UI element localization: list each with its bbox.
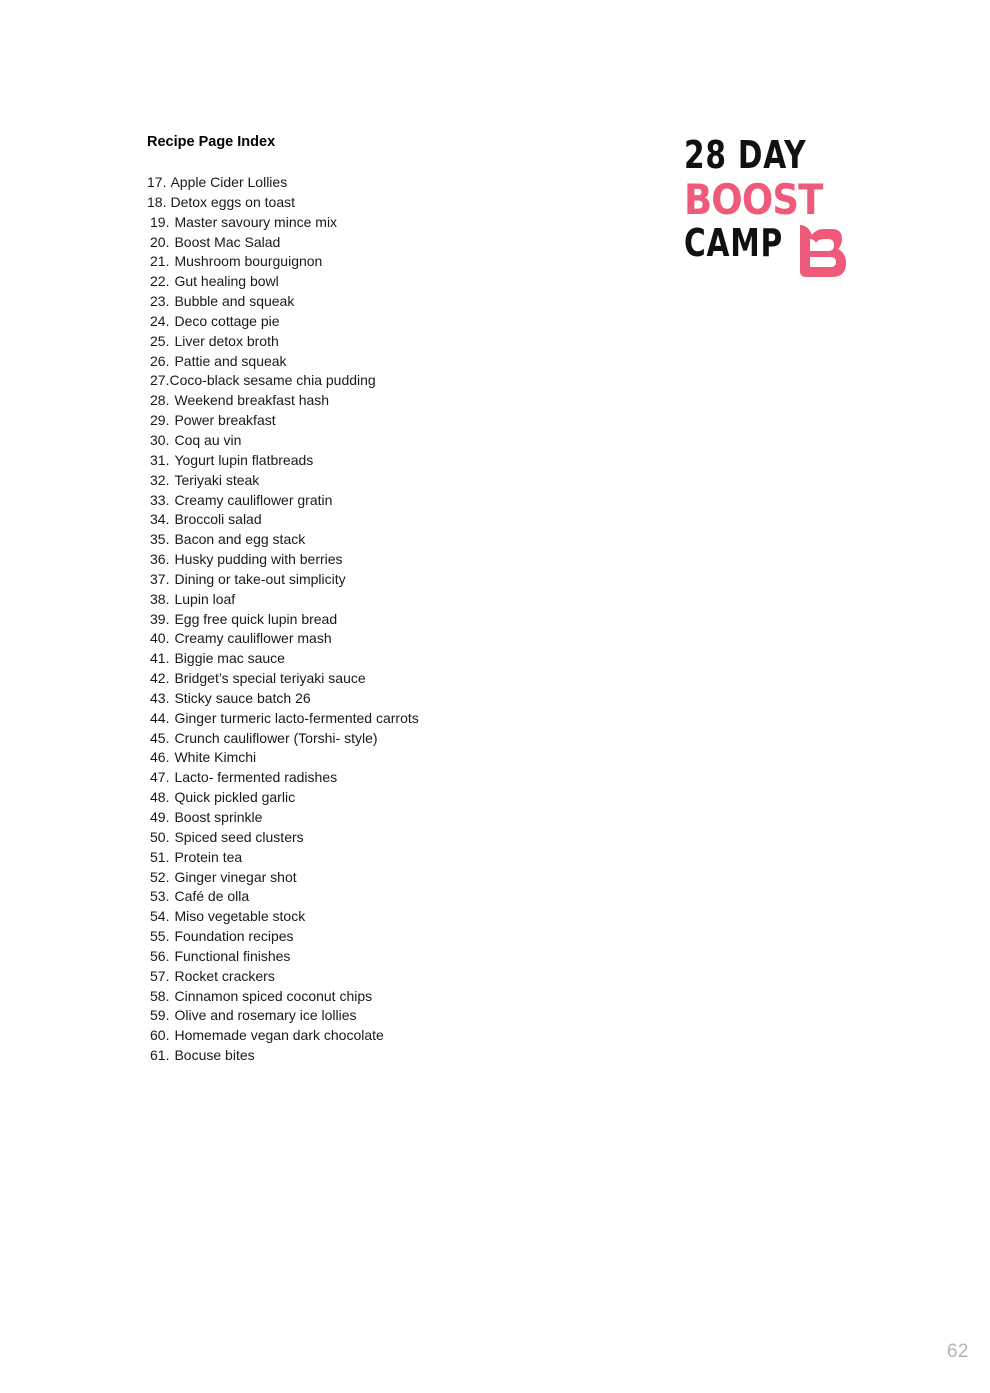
index-item-number: 29. <box>150 412 170 429</box>
index-item-number: 33. <box>150 491 170 508</box>
index-item-number: 38. <box>150 590 170 607</box>
index-item <box>147 332 507 352</box>
index-item-number: 60. <box>150 1027 170 1044</box>
index-item-number: 42. <box>150 670 170 687</box>
index-item <box>147 808 507 828</box>
index-item-number: 53. <box>150 888 170 905</box>
index-item <box>147 729 507 749</box>
index-item <box>147 669 507 689</box>
index-item-title: Gut healing bowl <box>174 273 279 290</box>
index-item <box>147 491 507 511</box>
index-item <box>147 1006 507 1026</box>
index-item-number: 41. <box>150 650 170 667</box>
index-item-number: 48. <box>150 789 170 806</box>
index-item-number: 47. <box>150 769 170 786</box>
index-item <box>147 312 507 332</box>
brand-logo <box>684 133 864 283</box>
index-item-number: 35. <box>150 531 170 548</box>
index-item-number: 20. <box>150 233 170 250</box>
index-item <box>147 233 507 253</box>
index-item <box>147 451 507 471</box>
index-item-title: Crunch cauliflower (Torshi- style) <box>174 729 378 746</box>
index-item-number: 22. <box>150 273 170 290</box>
index-item <box>147 629 507 649</box>
index-item-title: Deco cottage pie <box>174 312 280 329</box>
index-item-title: Pattie and squeak <box>174 352 287 369</box>
index-item-title: Bocuse bites <box>174 1047 255 1064</box>
index-item-number: 59. <box>150 1007 170 1024</box>
index-item <box>147 689 507 709</box>
index-item-number: 44. <box>150 709 170 726</box>
index-item-title: Bubble and squeak <box>174 293 295 310</box>
index-item-number: 56. <box>150 947 170 964</box>
index-item-number: 58. <box>150 987 170 1004</box>
index-item-number: 18. <box>147 193 167 210</box>
index-item <box>147 987 507 1007</box>
index-item-number: 50. <box>150 828 170 845</box>
index-item <box>147 610 507 630</box>
index-item <box>147 848 507 868</box>
index-item-title: Power breakfast <box>174 412 276 429</box>
index-item-title: Biggie mac sauce <box>174 650 285 667</box>
index-item <box>147 927 507 947</box>
index-item <box>147 272 507 292</box>
index-item-number: 40. <box>150 630 170 647</box>
index-item-title: Bridget’s special teriyaki sauce <box>174 670 366 687</box>
index-item-title: Ginger vinegar shot <box>174 868 297 885</box>
index-item-title: White Kimchi <box>174 749 257 766</box>
index-item-number: 27. <box>150 372 170 389</box>
index-item-title: Protein tea <box>174 848 243 865</box>
index-item <box>147 292 507 312</box>
index-item <box>147 352 507 372</box>
logo-line-28-day: 28 DAY <box>684 133 807 177</box>
index-item-number: 54. <box>150 908 170 925</box>
index-item <box>147 967 507 987</box>
index-item <box>147 252 507 272</box>
index-item-title: Yogurt lupin flatbreads <box>174 451 314 468</box>
index-item <box>147 590 507 610</box>
index-item-number: 24. <box>150 312 170 329</box>
index-item-number: 43. <box>150 689 170 706</box>
index-item-title: Coq au vin <box>174 431 242 448</box>
index-item-title: Liver detox broth <box>174 332 279 349</box>
index-item <box>147 510 507 530</box>
index-item-number: 23. <box>150 293 170 310</box>
index-item <box>147 173 507 193</box>
index-item <box>147 570 507 590</box>
index-item-title: Apple Cider Lollies <box>170 174 288 190</box>
index-item-number: 45. <box>150 729 170 746</box>
index-item-title: Sticky sauce batch 26 <box>174 689 311 706</box>
logo-line-boost: BOOST <box>684 175 823 224</box>
index-item-title: Teriyaki steak <box>174 471 260 488</box>
index-item-number: 26. <box>150 352 170 369</box>
index-item-number: 31. <box>150 451 170 468</box>
index-item-title: Husky pudding with berries <box>174 551 343 568</box>
index-item <box>147 649 507 669</box>
index-item-title: Ginger turmeric lacto-fermented carrots <box>174 709 419 726</box>
index-item-title: Creamy cauliflower mash <box>174 630 332 647</box>
index-item <box>147 907 507 927</box>
index-item-number: 25. <box>150 332 170 349</box>
index-item-title: Miso vegetable stock <box>174 908 306 925</box>
index-item <box>147 550 507 570</box>
index-item-title: Broccoli salad <box>174 511 262 528</box>
index-item <box>147 213 507 233</box>
index-item <box>147 947 507 967</box>
heart-b-icon <box>790 221 852 281</box>
index-item-title: Detox eggs on toast <box>170 193 295 210</box>
index-item <box>147 471 507 491</box>
index-item-title: Café de olla <box>174 888 250 905</box>
index-item-title: Foundation recipes <box>174 928 294 945</box>
index-item-title: Lupin loaf <box>174 590 236 607</box>
index-item <box>147 768 507 788</box>
index-item-number: 57. <box>150 967 170 984</box>
index-item-number: 19. <box>150 213 170 230</box>
index-item-title: Mushroom bourguignon <box>174 253 323 270</box>
index-item-title: Master savoury mince mix <box>174 213 338 230</box>
index-item-title: Coco-black sesame chia pudding <box>169 372 376 389</box>
index-item-number: 34. <box>150 511 170 528</box>
index-item-number: 17. <box>147 174 167 190</box>
index-item-title: Creamy cauliflower gratin <box>174 491 333 508</box>
index-item-title: Boost sprinkle <box>174 809 263 825</box>
index-item-number: 32. <box>150 471 170 488</box>
index-item <box>147 709 507 729</box>
index-item <box>147 1026 507 1046</box>
index-item-number: 21. <box>150 253 170 270</box>
index-item-title: Olive and rosemary ice lollies <box>174 1007 357 1024</box>
index-item-title: Boost Mac Salad <box>174 233 281 250</box>
index-item-title: Homemade vegan dark chocolate <box>174 1027 384 1044</box>
index-item-number: 39. <box>150 610 170 627</box>
index-item-title: Dining or take-out simplicity <box>174 570 346 587</box>
page-title: Recipe Page Index <box>147 134 276 150</box>
logo-line-camp: CAMP <box>684 221 784 265</box>
index-item-number: 55. <box>150 928 170 945</box>
index-item-number: 49. <box>150 809 170 825</box>
index-item-title: Lacto- fermented radishes <box>174 769 338 786</box>
index-item-number: 30. <box>150 431 170 448</box>
index-item <box>147 391 507 411</box>
index-item <box>147 193 507 213</box>
index-item <box>147 828 507 848</box>
index-item-title: Functional finishes <box>174 947 291 964</box>
index-item-number: 46. <box>150 749 170 766</box>
index-item <box>147 1046 507 1066</box>
recipe-index-list <box>147 173 507 1066</box>
index-item <box>147 411 507 431</box>
index-item-number: 37. <box>150 570 170 587</box>
index-item <box>147 530 507 550</box>
index-item-title: Cinnamon spiced coconut chips <box>174 987 373 1004</box>
index-item-title: Egg free quick lupin bread <box>174 610 338 627</box>
index-item-number: 52. <box>150 868 170 885</box>
index-item-number: 28. <box>150 392 170 409</box>
index-item <box>147 887 507 907</box>
index-item-title: Weekend breakfast hash <box>174 392 330 409</box>
index-item-number: 51. <box>150 848 170 865</box>
index-item-title: Quick pickled garlic <box>174 789 296 806</box>
index-item <box>147 868 507 888</box>
index-item-title: Bacon and egg stack <box>174 531 306 548</box>
index-item <box>147 748 507 768</box>
index-item <box>147 371 507 391</box>
index-item-title: Rocket crackers <box>174 967 275 984</box>
page-number: 62 <box>946 1341 969 1362</box>
index-item-number: 36. <box>150 551 170 568</box>
index-item-number: 61. <box>150 1047 170 1064</box>
index-item <box>147 788 507 808</box>
index-item-title: Spiced seed clusters <box>174 828 304 845</box>
index-item <box>147 431 507 451</box>
